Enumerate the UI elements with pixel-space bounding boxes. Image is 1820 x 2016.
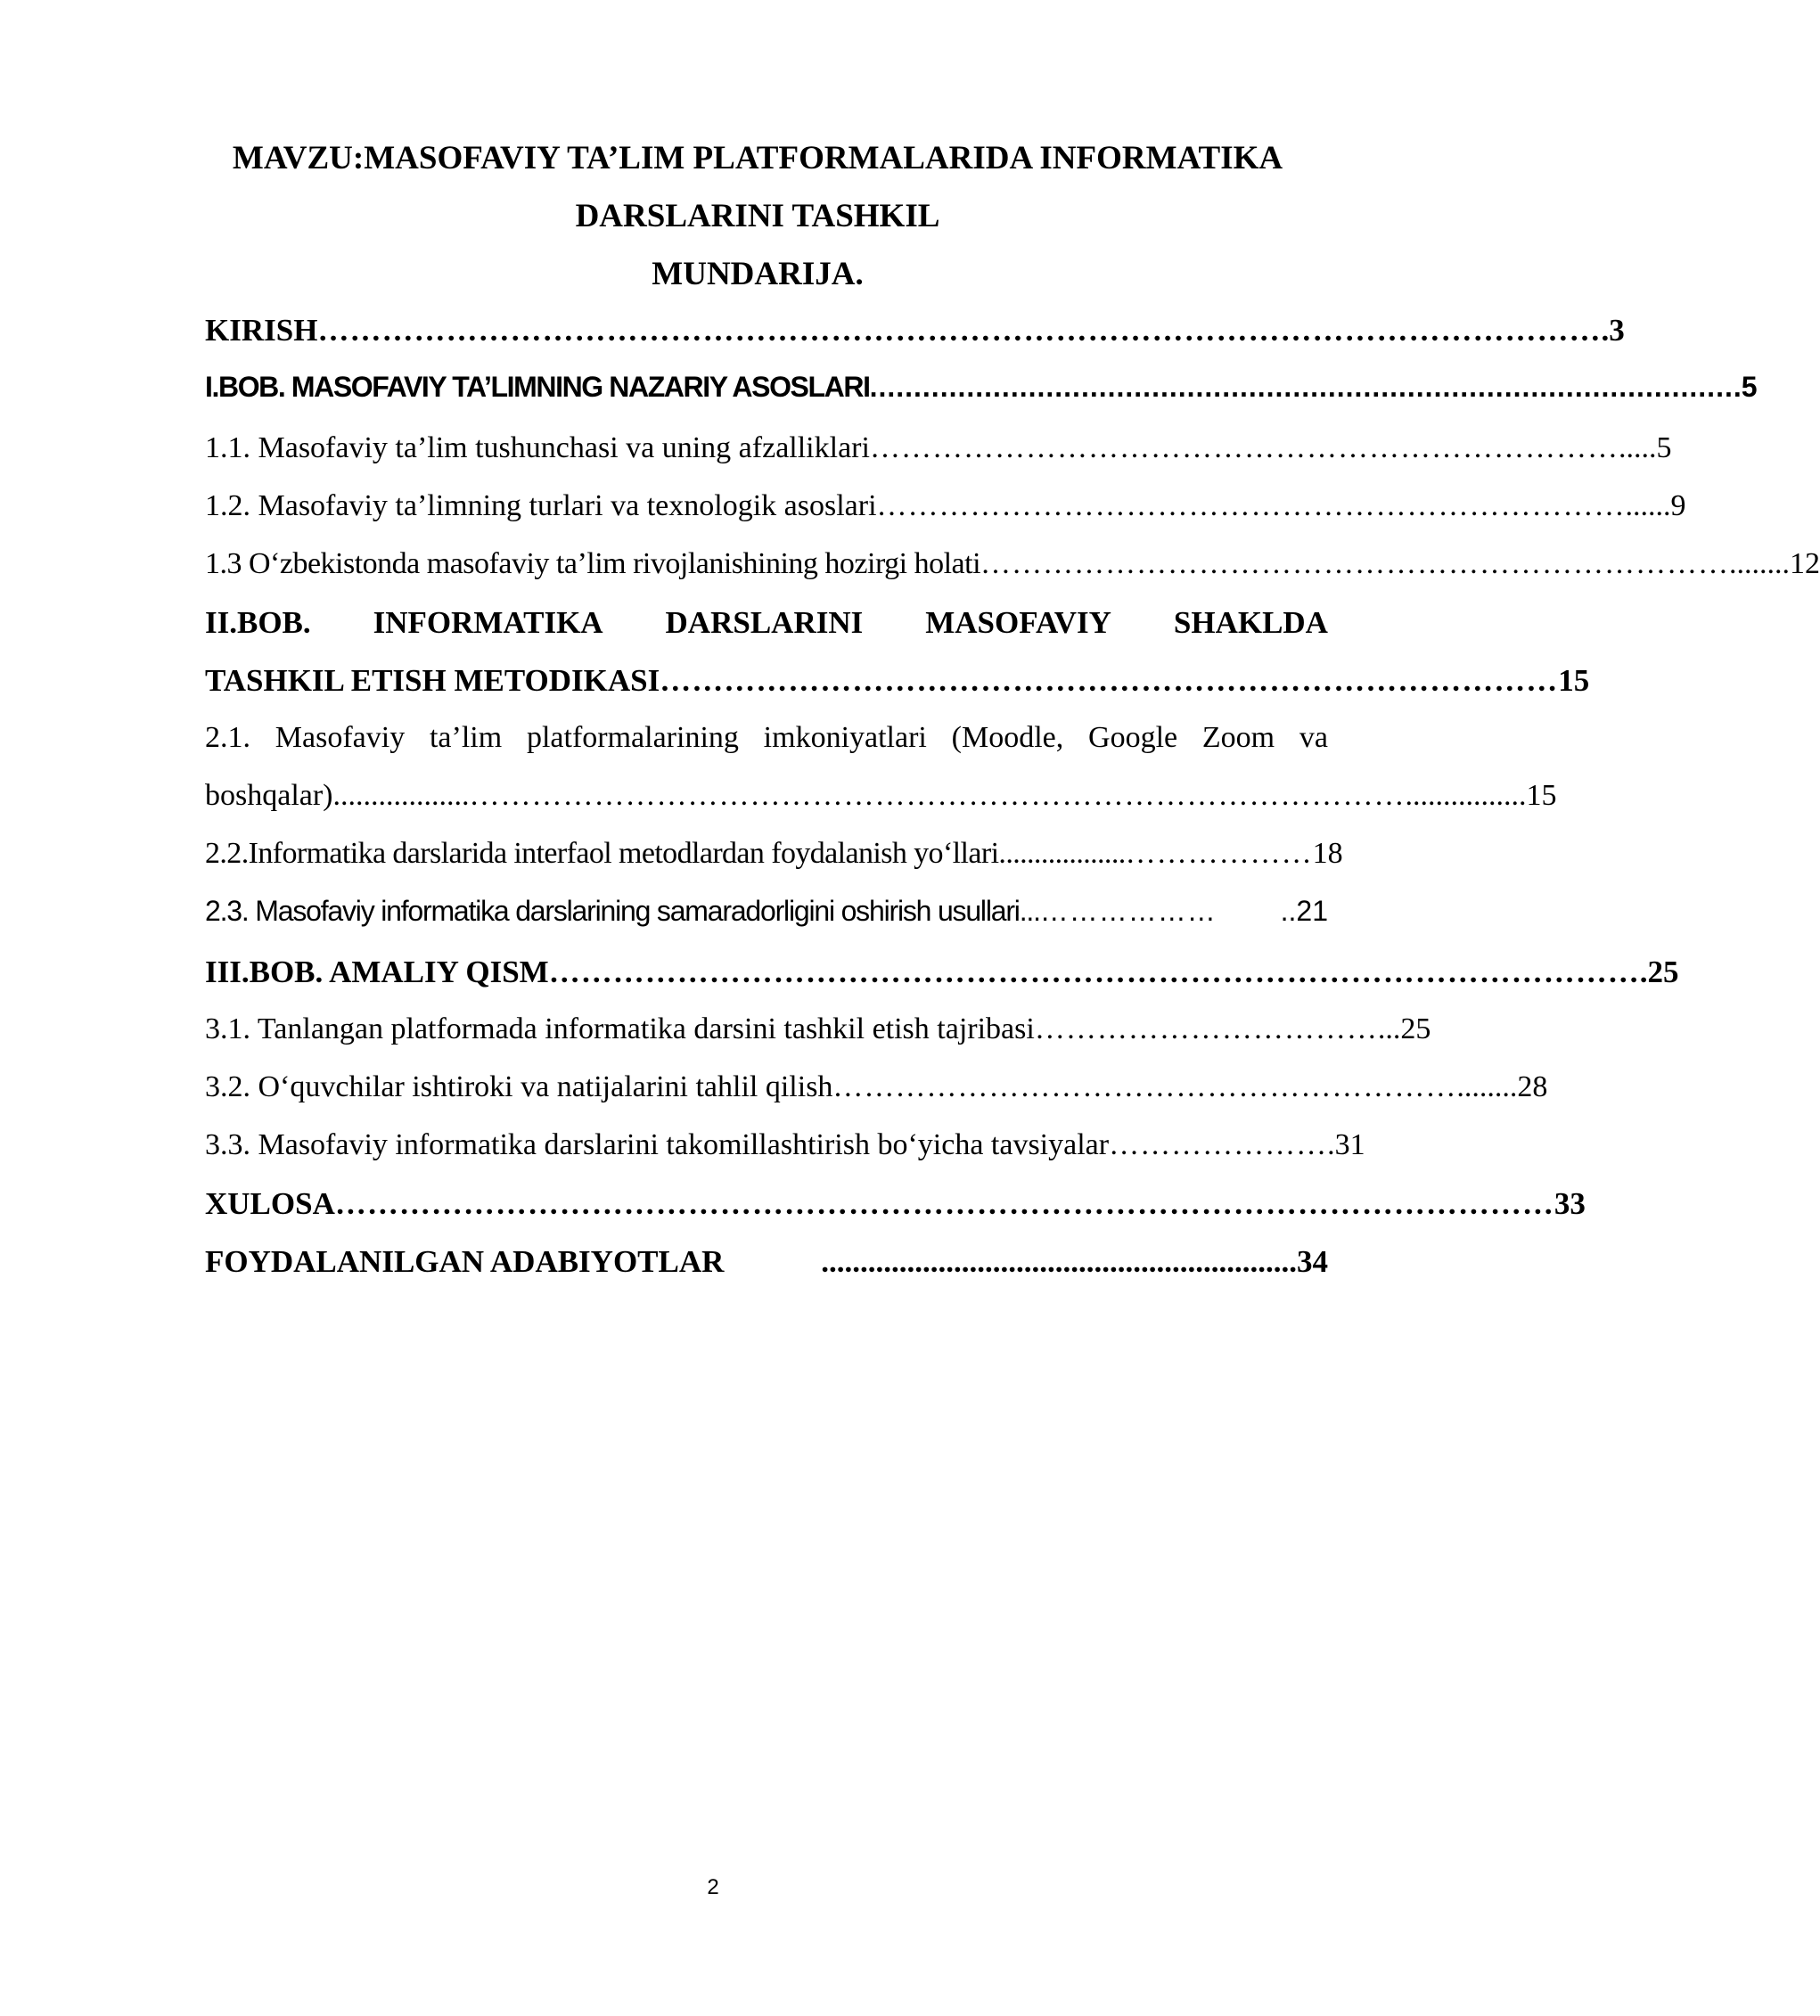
toc-page-number: ........28 bbox=[1456, 1070, 1548, 1103]
toc-word: SHAKLDA bbox=[1173, 605, 1328, 640]
toc-page-number: .............................................................34 bbox=[821, 1244, 1328, 1279]
leader-dots: ……………………………………………………………… bbox=[876, 489, 1626, 522]
toc-page-number: 33 bbox=[1554, 1186, 1586, 1221]
contents-heading: MUNDARIJA. bbox=[652, 256, 864, 292]
toc-word: Masofaviy bbox=[275, 721, 406, 754]
toc-entry-label: 3.1. Tanlangan platformada informatika darsini tashkil etish tajribasi bbox=[205, 1012, 1035, 1045]
toc-page-number: ........12 bbox=[1729, 547, 1820, 580]
toc-page-number: .....5 bbox=[1618, 431, 1672, 464]
toc-entry-label: 1.3 O‘zbekistonda masofaviy ta’lim rivojlanishining hozirgi holati bbox=[205, 547, 981, 580]
leader-dots: .................................................................................................. bbox=[869, 371, 1734, 403]
toc-entry-chapter-2-line-1 bbox=[205, 607, 1328, 638]
leader-dots: …………………………………………………… bbox=[832, 1070, 1457, 1103]
toc-entry-section-3-3 bbox=[205, 1128, 1365, 1161]
leader-dots: ………………………………………………………………………… bbox=[660, 663, 1559, 698]
toc-page-number: ................15 bbox=[1405, 779, 1557, 812]
toc-page-number: .31 bbox=[1327, 1128, 1365, 1161]
page-number: 2 bbox=[707, 1875, 719, 1899]
toc-word: imkoniyatlari bbox=[763, 721, 927, 754]
document-title-line-2: DARSLARINI TASHKIL bbox=[575, 198, 940, 234]
toc-entry-label: 1.1. Masofaviy ta’lim tushunchasi va uning afzalliklari bbox=[205, 431, 870, 464]
toc-entry-section-2-3 bbox=[205, 897, 1328, 925]
toc-entry-section-3-2 bbox=[205, 1070, 1548, 1103]
toc-page-number: .5 bbox=[1733, 371, 1758, 403]
toc-entry-kirish bbox=[205, 313, 1625, 348]
toc-entry-chapter-2-line-2 bbox=[205, 663, 1590, 698]
toc-page-number: 18 bbox=[1312, 837, 1343, 870]
leader-dots: ……………………………………………………………… bbox=[869, 431, 1619, 464]
toc-word: DARSLARINI bbox=[665, 605, 864, 640]
toc-entry-section-1-3 bbox=[205, 547, 1820, 580]
toc-entry-section-2-1-line-2 bbox=[205, 779, 1557, 812]
leader-dots: ……………… bbox=[1039, 895, 1217, 927]
leader-dots: ………………………………………………………………………………………… bbox=[548, 955, 1640, 989]
toc-page-number: .25 bbox=[1639, 955, 1679, 989]
toc-word: Google bbox=[1088, 721, 1178, 754]
toc-entry-section-2-1-line-1 bbox=[205, 723, 1328, 753]
toc-entry-section-3-1 bbox=[205, 1012, 1431, 1045]
toc-word: MASOFAVIY bbox=[925, 605, 1111, 640]
toc-entry-label: FOYDALANILGAN ADABIYOTLAR bbox=[205, 1244, 725, 1279]
toc-word: platformalarining bbox=[526, 721, 739, 754]
toc-word: ta’lim bbox=[429, 721, 503, 754]
toc-word: va bbox=[1299, 721, 1328, 754]
toc-page-number: ...25 bbox=[1377, 1012, 1431, 1045]
toc-entry-label: I.BOB. MASOFAVIY TA’LIMNING NAZARIY ASOSLARI bbox=[205, 371, 870, 403]
leader-dots: …………………………… bbox=[1034, 1012, 1378, 1045]
toc-entry-conclusion bbox=[205, 1186, 1586, 1221]
toc-word: II.BOB. bbox=[205, 605, 311, 640]
toc-entry-section-2-2 bbox=[205, 837, 1343, 870]
toc-word: INFORMATIKA bbox=[373, 605, 603, 640]
toc-entry-label: III.BOB. AMALIY QISM bbox=[205, 955, 549, 989]
toc-page-number: ......9 bbox=[1625, 489, 1686, 522]
toc-entry-references bbox=[205, 1246, 1328, 1277]
toc-page-number: ..21 bbox=[1280, 895, 1328, 927]
toc-entry-label: XULOSA bbox=[205, 1186, 335, 1221]
toc-entry-label: 2.2.Informatika darslarida interfaol metodlardan foydalanish yo‘llari.................. bbox=[205, 837, 1126, 870]
toc-entry-label: 3.3. Masofaviy informatika darslarini takomillashtirish bo‘yicha tavsiyalar bbox=[205, 1128, 1110, 1161]
leader-dots: ……………………………………………………………… bbox=[980, 547, 1730, 580]
toc-entry-label: TASHKIL ETISH METODIKASI bbox=[205, 663, 660, 698]
leader-dots: ……………… bbox=[1125, 837, 1313, 870]
toc-entry-section-1-1 bbox=[205, 431, 1672, 464]
toc-page-number: .3 bbox=[1601, 313, 1625, 348]
toc-word: Zoom bbox=[1201, 721, 1275, 754]
leader-dots: ………………… bbox=[1109, 1128, 1328, 1161]
toc-entry-label: 2.3. Masofaviy informatika darslarining samaradorligini oshirish usullari... bbox=[205, 895, 1040, 927]
toc-entry-section-1-2 bbox=[205, 489, 1686, 522]
toc-entry-label: boshqalar).................. bbox=[205, 779, 470, 812]
toc-word: (Moodle, bbox=[951, 721, 1064, 754]
leader-dots: …………………………………………………………………………………………………… bbox=[334, 1186, 1554, 1221]
toc-entry-label: 1.2. Masofaviy ta’limning turlari va texnologik asoslari bbox=[205, 489, 877, 522]
toc-entry-chapter-3 bbox=[205, 955, 1679, 989]
document-title-line-1: MAVZU:MASOFAVIY TA’LIM PLATFORMALARIDA INFORMATIKA bbox=[232, 140, 1283, 176]
toc-page-number: 15 bbox=[1558, 663, 1590, 698]
toc-entry-label: KIRISH bbox=[205, 313, 318, 348]
toc-entry-label: 3.2. O‘quvchilar ishtiroki va natijalarini tahlil qilish bbox=[205, 1070, 833, 1103]
leader-dots: ………………………………………………………………………………………………………… bbox=[317, 313, 1602, 348]
toc-entry-chapter-1 bbox=[205, 371, 1758, 403]
toc-word: 2.1. bbox=[205, 721, 250, 754]
leader-dots: ……………………………………………………………………………… bbox=[469, 779, 1406, 812]
